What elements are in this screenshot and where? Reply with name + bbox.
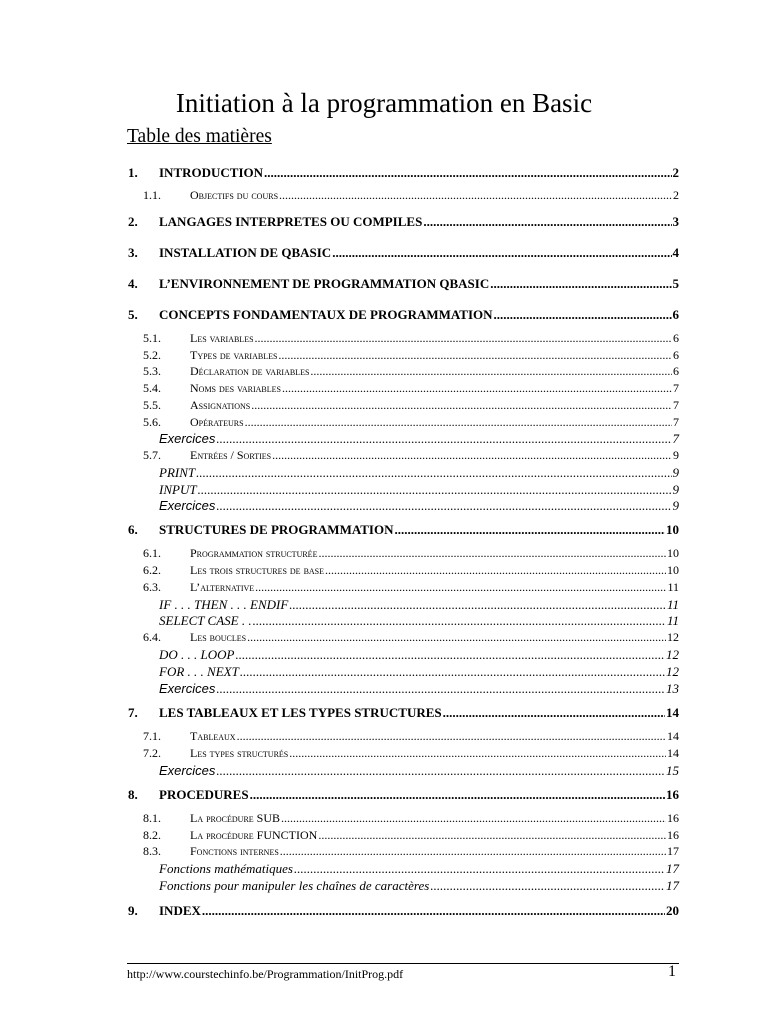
- toc-entry-number: 8.1.: [143, 811, 161, 825]
- toc-entry-body: [159, 212, 679, 232]
- toc-entry-number: 5.1.: [143, 331, 161, 345]
- toc-entry-page: 9: [672, 482, 679, 497]
- toc-entry-label: INDEX: [159, 903, 201, 918]
- toc-entry-body: [159, 785, 679, 805]
- toc-entry-label: Exercices: [159, 498, 216, 513]
- toc-entry-label: La procédure SUB: [190, 811, 281, 825]
- toc-entry[interactable]: [0, 562, 768, 579]
- toc-entry-label: LES TABLEAUX ET LES TYPES STRUCTURES: [159, 705, 442, 720]
- toc-entry-page: 20: [666, 903, 679, 918]
- toc-entry-label: LANGAGES INTERPRETES OU COMPILES: [159, 214, 423, 229]
- toc-entry-page: 11: [667, 580, 679, 594]
- toc-entry-body: [190, 187, 679, 204]
- toc-entry-label: Fonctions pour manipuler les chaînes de caractères: [159, 878, 430, 893]
- toc-entry-label: Tableaux: [190, 729, 236, 743]
- toc-leader-dots: [281, 810, 666, 827]
- toc-entry-body: [190, 397, 679, 414]
- toc-entry-page: 7: [673, 415, 679, 429]
- toc-leader-dots: [255, 330, 672, 347]
- toc-entry-label: Fonctions internes: [190, 844, 279, 858]
- toc-entry-number: 2.: [128, 214, 138, 229]
- toc-entry[interactable]: [0, 827, 768, 844]
- toc-entry[interactable]: [0, 596, 768, 613]
- toc-entry[interactable]: [0, 646, 768, 663]
- toc-entry[interactable]: [0, 703, 768, 723]
- toc-entry-label: Les variables: [190, 331, 254, 345]
- toc-entry-number: 8.2.: [143, 828, 161, 842]
- toc-entry[interactable]: [0, 464, 768, 481]
- toc-entry-number: 5.5.: [143, 398, 161, 412]
- toc-entry-label: L’alternative: [190, 580, 255, 594]
- toc-entry-label: STRUCTURES DE PROGRAMMATION: [159, 522, 394, 537]
- toc-entry-number: 5.7.: [143, 448, 161, 462]
- toc-entry[interactable]: [0, 663, 768, 680]
- toc-leader-dots: [255, 579, 666, 596]
- toc-entry-label: Opérateurs: [190, 415, 244, 429]
- toc-entry-page: 2: [673, 188, 679, 202]
- toc-entry-body: [190, 579, 679, 596]
- toc-entry-body: [190, 843, 679, 860]
- toc-entry-page: 17: [666, 861, 679, 876]
- toc-entry-body: [190, 447, 679, 464]
- toc-entry-number: 6.4.: [143, 630, 161, 644]
- toc-leader-dots: [216, 762, 665, 779]
- toc-entry[interactable]: [0, 785, 768, 805]
- toc-entry[interactable]: [0, 330, 768, 347]
- toc-entry-number: 6.: [128, 522, 138, 537]
- toc-entry-label: INTRODUCTION: [159, 165, 264, 180]
- toc-entry-page: 10: [667, 563, 679, 577]
- toc-entry-body: [190, 414, 679, 431]
- toc-leader-dots: [294, 860, 665, 877]
- toc-entry[interactable]: [0, 728, 768, 745]
- toc-entry-page: 7: [673, 398, 679, 412]
- toc-leader-dots: [318, 545, 666, 562]
- toc-entry[interactable]: [0, 579, 768, 596]
- toc-entry-page: 9: [672, 498, 679, 513]
- toc-entry-body: [190, 562, 679, 579]
- toc-entry[interactable]: [0, 860, 768, 877]
- toc-entry[interactable]: [0, 629, 768, 646]
- toc-entry[interactable]: [0, 187, 768, 204]
- toc-entry[interactable]: [0, 520, 768, 540]
- toc-entry-page: 4: [672, 245, 679, 260]
- toc-entry-label: Les boucles: [190, 630, 247, 644]
- toc-entry[interactable]: [0, 414, 768, 431]
- toc-entry-label: Programmation structurée: [190, 546, 318, 560]
- toc-leader-dots: [198, 481, 672, 498]
- toc-entry[interactable]: [0, 762, 768, 779]
- toc-leader-dots: [240, 663, 665, 680]
- toc-entry-page: 16: [666, 787, 679, 802]
- toc-entry-page: 9: [672, 465, 679, 480]
- toc-leader-dots: [216, 497, 671, 514]
- toc-leader-dots: [279, 187, 672, 204]
- toc-entry-body: [159, 703, 679, 723]
- toc-entry-label: Types de variables: [190, 348, 278, 362]
- toc-entry-label: Déclaration de variables: [190, 364, 310, 378]
- toc-entry-body: [159, 520, 679, 540]
- toc-entry-number: 1.1.: [143, 188, 161, 202]
- toc-entry-page: 7: [673, 381, 679, 395]
- toc-entry-body: [159, 163, 679, 183]
- toc-entry-body: [159, 596, 679, 613]
- toc-leader-dots: [196, 464, 671, 481]
- toc-leader-dots: [310, 363, 672, 380]
- toc-entry[interactable]: [0, 243, 768, 263]
- toc-leader-dots: [282, 380, 672, 397]
- toc-entry[interactable]: [0, 901, 768, 921]
- toc-entry[interactable]: [0, 274, 768, 294]
- toc-leader-dots: [430, 877, 665, 894]
- toc-entry-page: 15: [666, 763, 679, 778]
- toc-entry-body: [190, 380, 679, 397]
- toc-leader-dots: [443, 703, 665, 723]
- toc-entry-number: 9.: [128, 903, 138, 918]
- toc-entry-page: 6: [672, 307, 679, 322]
- toc-entry-body: [190, 545, 679, 562]
- toc-entry-body: [159, 680, 679, 697]
- toc-leader-dots: [289, 596, 666, 613]
- toc-entry-number: 7.: [128, 705, 138, 720]
- toc-entry-label: Exercices: [159, 763, 216, 778]
- toc-entry-number: 5.: [128, 307, 138, 322]
- toc-entry-number: 8.3.: [143, 844, 161, 858]
- toc-entry-body: [190, 728, 679, 745]
- toc-entry-page: 5: [672, 276, 679, 291]
- toc-leader-dots: [264, 163, 671, 183]
- toc-entry-page: 13: [666, 681, 679, 696]
- toc-entry-label: Exercices: [159, 681, 216, 696]
- toc-entry-page: 16: [667, 811, 679, 825]
- toc-entry-label: Noms des variables: [190, 381, 281, 395]
- toc-entry-body: [159, 646, 679, 663]
- toc-entry-label: Fonctions mathématiques: [159, 861, 293, 876]
- toc-entry-number: 5.2.: [143, 348, 161, 362]
- toc-entry-number: 7.2.: [143, 746, 161, 760]
- toc-entry[interactable]: [0, 810, 768, 827]
- toc-entry-label: La procédure FUNCTION: [190, 828, 318, 842]
- toc-entry-label: DO . . . LOOP: [159, 647, 235, 662]
- toc-leader-dots: [245, 414, 672, 431]
- toc-leader-dots: [237, 728, 666, 745]
- toc-entry-body: [159, 612, 679, 629]
- toc-entry-label: IF . . . THEN . . . ENDIF: [159, 597, 289, 612]
- toc-entry-number: 6.3.: [143, 580, 161, 594]
- toc-heading: Table des matières: [127, 126, 272, 147]
- toc-leader-dots: [235, 646, 665, 663]
- toc-entry-body: [190, 363, 679, 380]
- toc-entry-label: INPUT: [159, 482, 197, 497]
- toc-entry-body: [159, 481, 679, 498]
- toc-leader-dots: [490, 274, 671, 294]
- toc-entry[interactable]: [0, 363, 768, 380]
- toc-entry-body: [159, 305, 679, 325]
- toc-entry-page: 12: [667, 630, 679, 644]
- toc-entry-number: 4.: [128, 276, 138, 291]
- toc-entry-page: 7: [672, 431, 679, 446]
- toc-entry-label: PRINT: [159, 465, 196, 480]
- toc-entry-number: 8.: [128, 787, 138, 802]
- toc-entry[interactable]: [0, 877, 768, 894]
- toc-entry-body: [190, 827, 679, 844]
- toc-leader-dots: [280, 843, 666, 860]
- toc-leader-dots: [494, 305, 672, 325]
- toc-entry[interactable]: [0, 380, 768, 397]
- toc-entry-body: [190, 330, 679, 347]
- toc-entry-body: [159, 464, 679, 481]
- toc-entry-body: [159, 274, 679, 294]
- toc-entry[interactable]: [0, 347, 768, 364]
- toc-entry-label: PROCEDURES: [159, 787, 249, 802]
- toc-entry[interactable]: [0, 612, 768, 629]
- toc-entry-number: 6.1.: [143, 546, 161, 560]
- toc-entry-page: 11: [666, 613, 679, 628]
- toc-leader-dots: [250, 785, 665, 805]
- toc-entry-page: 10: [666, 522, 679, 537]
- toc-entry-label: INSTALLATION DE QBASIC: [159, 245, 332, 260]
- toc-entry-body: [190, 810, 679, 827]
- toc-entry[interactable]: [0, 745, 768, 762]
- toc-entry-page: 2: [672, 165, 679, 180]
- toc-entry[interactable]: [0, 163, 768, 183]
- toc-entry-page: 14: [667, 729, 679, 743]
- toc-entry-number: 5.6.: [143, 415, 161, 429]
- toc-leader-dots: [332, 243, 671, 263]
- toc-entry-page: 11: [666, 597, 679, 612]
- toc-entry-number: 3.: [128, 245, 138, 260]
- toc-entry-body: [159, 243, 679, 263]
- toc-entry[interactable]: [0, 497, 768, 514]
- toc-leader-dots: [289, 745, 666, 762]
- toc-entry-body: [190, 745, 679, 762]
- toc-entry-label: Objectifs du cours: [190, 188, 279, 202]
- toc-entry-page: 6: [673, 348, 679, 362]
- toc-entry[interactable]: [0, 397, 768, 414]
- toc-entry-page: 16: [667, 828, 679, 842]
- toc-entry-page: 9: [673, 448, 679, 462]
- footer-url[interactable]: http://www.courstechinfo.be/Programmation/InitProg.pdf: [127, 967, 404, 981]
- toc-entry-page: 14: [667, 746, 679, 760]
- toc-entry[interactable]: [0, 447, 768, 464]
- toc-entry-label: Assignations: [190, 398, 251, 412]
- toc-entry[interactable]: [0, 843, 768, 860]
- toc-entry-number: 7.1.: [143, 729, 161, 743]
- toc-entry[interactable]: [0, 305, 768, 325]
- toc-leader-dots: [216, 430, 671, 447]
- footer-divider: [127, 963, 679, 964]
- toc-leader-dots: [272, 447, 672, 464]
- toc-entry-page: 12: [666, 647, 679, 662]
- toc-entry-label: FOR . . . NEXT: [159, 664, 239, 679]
- toc-entry-body: [159, 860, 679, 877]
- toc-entry-body: [159, 663, 679, 680]
- toc-entry-page: 10: [667, 546, 679, 560]
- toc-entry-label: Entrées / Sorties: [190, 448, 272, 462]
- toc-entry-body: [159, 497, 679, 514]
- toc-entry-number: 6.2.: [143, 563, 161, 577]
- toc-entry-page: 6: [673, 364, 679, 378]
- toc-entry-label: L’ENVIRONNEMENT DE PROGRAMMATION QBASIC: [159, 276, 490, 291]
- toc-leader-dots: [253, 612, 666, 629]
- toc-entry-body: [159, 877, 679, 894]
- toc-entry-page: 12: [666, 664, 679, 679]
- toc-leader-dots: [202, 901, 665, 921]
- toc-entry-body: [190, 629, 679, 646]
- toc-entry-body: [190, 347, 679, 364]
- toc-entry[interactable]: [0, 680, 768, 697]
- toc-entry-page: 17: [666, 878, 679, 893]
- toc-entry-body: [159, 901, 679, 921]
- toc-leader-dots: [247, 629, 666, 646]
- toc-entry-page: 6: [673, 331, 679, 345]
- toc-entry-body: [159, 762, 679, 779]
- toc-entry-label: Exercices: [159, 431, 216, 446]
- toc-entry[interactable]: [0, 430, 768, 447]
- toc-leader-dots: [423, 212, 671, 232]
- toc-entry-page: 3: [672, 214, 679, 229]
- toc-leader-dots: [395, 520, 666, 540]
- toc-leader-dots: [278, 347, 672, 364]
- toc-entry-number: 1.: [128, 165, 138, 180]
- toc-entry-number: 5.4.: [143, 381, 161, 395]
- toc-entry-page: 17: [667, 844, 679, 858]
- toc-entry-label: Les types structurés: [190, 746, 289, 760]
- toc-entry-page: 14: [666, 705, 679, 720]
- toc-entry-body: [159, 430, 679, 447]
- toc-leader-dots: [251, 397, 672, 414]
- toc-entry-label: CONCEPTS FONDAMENTAUX DE PROGRAMMATION: [159, 307, 493, 322]
- toc-leader-dots: [325, 562, 666, 579]
- document-title: Initiation à la programmation en Basic: [175, 88, 593, 118]
- toc-entry[interactable]: [0, 481, 768, 498]
- toc-leader-dots: [216, 680, 665, 697]
- toc-entry-number: 5.3.: [143, 364, 161, 378]
- toc-entry-label: Les trois structures de base: [190, 563, 325, 577]
- toc-entry[interactable]: [0, 212, 768, 232]
- toc-entry[interactable]: [0, 545, 768, 562]
- page-number: 1: [668, 963, 676, 980]
- toc-leader-dots: [318, 827, 666, 844]
- toc-entry-label: SELECT CASE . .: [159, 613, 252, 628]
